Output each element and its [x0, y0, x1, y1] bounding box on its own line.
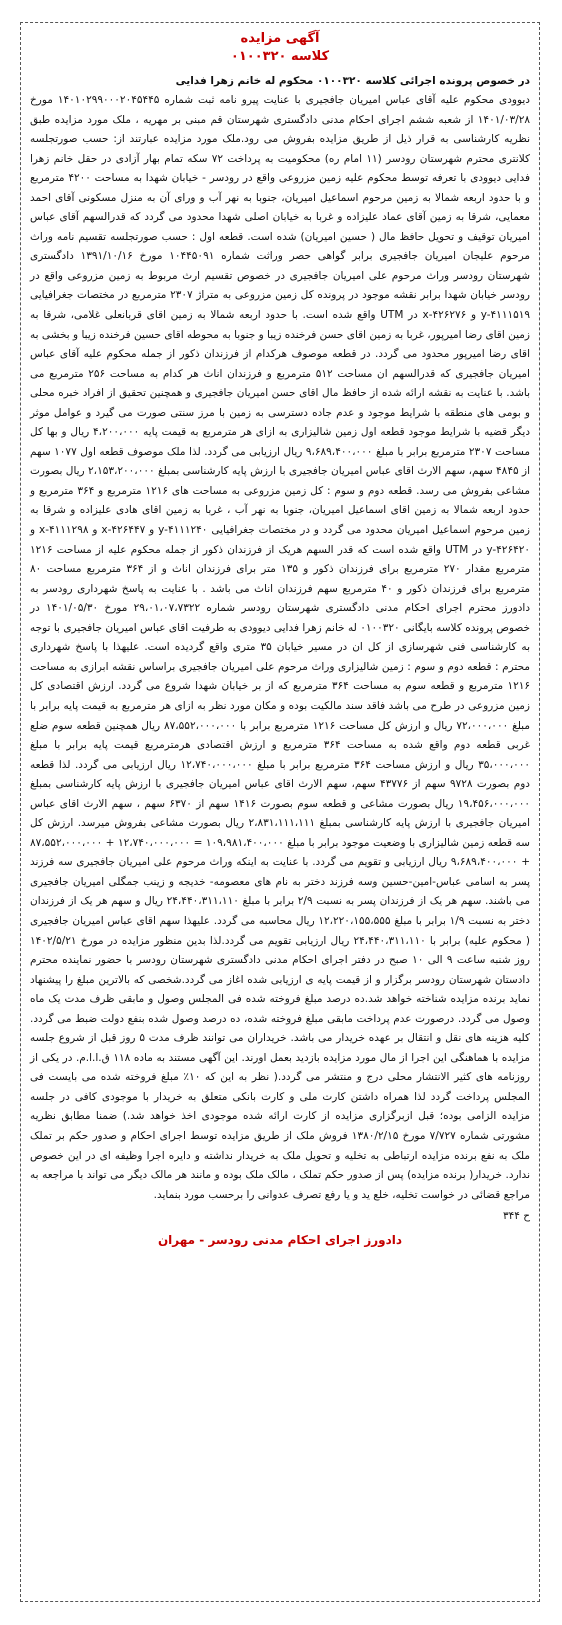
notice-body: دیوودی محکوم علیه آقای عباس امیریان جافجیری با عنایت پیرو نامه ثبت شماره ۱۴۰۱۰۲۹۹۰۰۰۲۰۴۵۴۴۵ مورخ ۱۴۰۱/۰۳/۲۸ از شعبه ششم اجرای احکام مدنی دادگستری شهرستان قم مبنی بر مهریه ، ملک مورد مزایده طبق نظریه کارشناسی به قرار ذیل از طریق مزایده بفروش می رود.ملک مورد مزایده عبارتند از: حسب صورتجلسه کلانتری محترم شهرستان رودسر (۱۱ امام ره) محکومیت به پرداخت ۷۲ سکه تمام بهار آزادی در حقل خانم زهرا فدایی دیوودی با تعرفه توسط محکوم علیه زمین مزروعی واقع در رودسر - خیابان شهدا به مساحت ۴۲۰۰ مترمربع و با حدود اربعه شمالا به زمین مرحوم اسماعیل امیریان، جنوبا به نهر آب و ورای آن به منزل مسکونی آقای احمد معمایی، شرقا به زمین آقای عماد علیزاده و غربا به خیابان اصلی شهدا محدود می گردد که قدرالسهم آقای عباس امیریان توقیف و تحویل حافظ مال ( حسین امیریان) شده است. قطعه اول : حسب صورتجلسه تقسیم نامه وراث مرحوم علیجان امیریان جافجیری برابر گواهی حصر وراثت شماره ۱۰۴۴۵۰۹۱ مورخ ۱۳۹۱/۱۰/۱۶ دادگستری شهرستان رودسر وراث مرحوم علی امیریان جافجیری در خصوص تقسیم ارث مربوط به زمین مزروعی واقع در رودسر خیابان شهدا برابر نقشه موجود در پرونده کل زمین مزروعی به متراژ ۲۳۰۷ مترمربع در مختصات جغرافیایی y-۴۱۱۱۵۱۹ و x-۴۲۶۲۷۶ در UTM واقع شده است. با حدود اربعه شمالا به زمین اقای قربانعلی غلامی، شرقا به زمین اقای رضا امیرپور، غربا به زمین اقای حسن فرخنده زیبا و جنوبا به محوطه اقای حسین فرخنده زیبا و بخشی به اقای رضا امیرپور محدود می گردد. در قطعه موصوف هرکدام از فرزندان ذکور از جمله محکوم علیه آقای عباس امیریان جافجیری که قدرالسهم ان مساحت ۵۱۲ مترمربع و فرزندان اناث هر کدام به مساحت ۲۵۶ مترمربع می باشد. با عنایت به نقشه ارائه شده از حافظ مال اقای حسن امیریان جافجیری و همچنین تحقیق از افراد خبره محلی و بومی های منطقه با شرایط موجود و عدم جاده دسترسی به زمین با مرز سنتی صورت می گیرد و عوامل موثر دیگر قضیه با شرایط موجود قطعه اول زمین شالیزاری به ازای هر مترمربع به قیمت پایه ۴،۲۰۰،۰۰۰ ریال و بها کل مساحت ۲۳۰۷ مترمربع برابر با مبلغ ۹،۶۸۹،۴۰۰،۰۰۰ ریال ارزیابی می گردد. لذا ملک موصوف قطعه اول ۱۰۷۷ سهم از ۴۸۴۵ سهم، سهم الارث اقای عباس امیریان جافجیری با ارزش پایه کارشناسی بمبلغ ۲،۱۵۳،۲۰۰،۰۰۰ ریال بصورت مشاعی بفروش می رسد. قطعه دوم و سوم : کل زمین مزروعی به مساحت های ۱۲۱۶ مترمربع و ۳۶۴ مترمربع و حدود اربعه شمالا به زمین اقای اسماعیل امیریان، جنوبا به نهر آب ، غربا به زمین اقای هادی علیزاده و شرقا به زمین مرحوم اسماعیل امیریان محدود می گردد و در مختصات جغرافیایی y-۴۱۱۱۲۴۰ و x-۴۲۶۴۴۷ و x-۴۱۱۱۲۹۸ و y-۴۲۶۴۲۰ در UTM واقع شده است که قدر السهم هریک از فرزندان ذکور از جمله محکوم علیه از مساحت ۱۲۱۶ مترمربع مقدار ۲۷۰ مترمربع برای فرزندان ذکور و ۱۳۵ متر برای فرزندان اناث و از ۳۶۴ مترمربع مساحت ۸۰ مترمربع برای فرزندان ذکور و ۴۰ مترمربع سهم فرزندان اناث می باشد . با عنایت به پاسخ شهرداری رودسر به دادورز محترم اجرای احکام مدنی دادگستری شهرستان رودسر شماره ۲۹،۰۱،۰۷،۷۳۲۲ مورخ ۱۴۰۱/۰۵/۳۰ در خصوص پرونده کلاسه بایگانی ۰۱۰۰۳۲۰ له خانم زهرا فدایی دیوودی به طرفیت اقای عباس امیریان جافجیری با توجه به کارشناسی فنی شهرسازی از کل ان در مسیر خیابان ۳۵ متری واقع گردیده است. علیهذا با پاسخ شهرداری محترم : قطعه دوم و سوم : زمین شالیزاری وراث مرحوم علی امیریان جافجیری براساس نقشه ابرازی به مساحت ۱۲۱۶ مترمربع و قطعه سوم به مساحت ۳۶۴ مترمربع که از بر خیابان شهدا شروع می گردد. ارزش اقتصادی کل زمین مزروعی در طرح می باشد فاقد سند مالکیت بوده و مکان مورد نظر به ازای هر مترمربع به قیمت پایه برابر با مبلغ ۷۲،۰۰۰،۰۰۰ ریال و ارزش کل مساحت ۱۲۱۶ مترمربع برابر با ۸۷،۵۵۲،۰۰۰،۰۰۰ ریال همچنین قطعه سوم ضلع غربی قطعه دوم واقع شده به مساحت ۳۶۴ مترمربع و ارزش اقتصادی هرمترمربع قیمت پایه برابر با مبلغ ۳۵،۰۰۰،۰۰۰ ریال و ارزش مساحت ۳۶۴ مترمربع برابر با مبلغ ۱۲،۷۴۰،۰۰۰،۰۰۰ ریال ارزیابی می گردد. لذا قطعه دوم بصورت ۹۷۲۸ سهم از ۴۳۷۷۶ سهم، سهم الارث اقای عباس امیریان جافجیری با ارزش پایه کارشناسی بمبلغ ۱۹،۴۵۶،۰۰۰،۰۰۰ ریال بصورت مشاعی و قطعه سوم بصورت ۱۴۱۶ سهم از ۶۳۷۰ سهم ، سهم الارث اقای عباس امیریان جافجیری با ارزش پایه کارشناسی بمبلغ ۲،۸۳۱،۱۱۱،۱۱۱ ریال بصورت مشاعی بفروش میرسد. ارزش کل سه قطعه زمین شالیزاری با وضعیت موجود برابر با مبلغ ۱۰۹،۹۸۱،۴۰۰،۰۰۰ = ۱۲،۷۴۰،۰۰۰،۰۰۰ + ۸۷،۵۵۲،۰۰۰،۰۰۰ + ۹،۶۸۹،۴۰۰،۰۰۰ ریال ارزیابی و تقویم می گردد. با عنایت به اینکه وراث مرحوم علی امیریان جافجیری سه فرزند پسر به اسامی عباس-امین-حسین وسه فرزند دختر به نام های معصومه- خدیجه و زینب جمگلی امیریان جافجیری می باشند. سهم هر یک از فرزندان پسر به نسبت ۲/۹ برابر با مبلغ ۲۴،۴۴۰،۳۱۱،۱۱۰ ریال و سهم هر یک از فرزندان دختر به نسبت ۱/۹ برابر با مبلغ ۱۲،۲۲۰،۱۵۵،۵۵۵ ریال محاسبه می گردد. علیهذا سهم اقای عباس امیریان جافجیری ( محکوم علیه) برابر با ۲۴،۴۴۰،۳۱۱،۱۱۰ ریال ارزیابی تقویم می گردد.لذا بدین منظور مزایده در مورخ ۱۴۰۲/۵/۲۱ روز شنبه ساعت ۹ الی ۱۰ صبح در دفتر اجرای احکام مدنی دادگستری شهرستان رودسر با حضور نماینده محترم دادستان شهرستان رودسر برگزار و از قیمت پایه ی ارزیابی شده اغاز می گردد.شخصی که بالاترین مبلغ را پیشنهاد نماید برنده مزایده شناخته خواهد شد.ده درصد مبلغ فروخته شده فی المجلس وصول و مابقی ظرف مدت یک ماه وصول می گردد. درصورت عدم پرداخت مابقی مبلغ فروخته شده، ده درصد وصول شده بنفع دولت ضبط می گردد. کلیه هزینه های نقل و انتقال بر عهده خریدار می باشد. خریداران می توانند ظرف مدت ۵ روز قبل از شروع جلسه مزایده با هماهنگی این اجرا از مال مورد مزایده بازدید بعمل اورند. این آگهی مستند به ماده ۱۱۸ ق.ا.ا.م. در یکی از روزنامه های کثیر الانتشار محلی درج و منتشر می گردد.( نظر به این که ۱۰٪ مبلغ فروخته شده می بایست فی المجلس پرداخت گردد لذا همراه داشتن کارت ملی و کارت بانکی متعلق به خریدار با موجودی کافی در جلسه مزایده الزامی بوده؛ قبل ازبرگزاری مزایده از کارت ارائه شده موجودی اخذ خواهد شد.) ضمنا مطابق نظریه مشورتی شماره ۷/۷۲۷ مورخ ۱۳۸۰/۲/۱۵ فروش ملک از طریق مزایده توسط اجرای احکام و صدور حکم بر تملک ملک به نفع برنده مزایده ارتباطی به تخلیه و تحویل ملک به خریدار نداشته و دایره اجرا وظیفه ای در این خصوص ندارد. خریدار( برنده مزایده) پس از صدور حکم تملک ، مالک ملک بوده و مانند هر مالک دیگر می تواند با مراجعه به مراجع قضائی در خواست تخلیه، خلع ید و یا رفع تصرف عدوانی را برحسب مورد بنماید. — [30, 94, 531, 1201]
notice-content — [30, 30, 530, 1250]
notice-reference: ح ۳۴۴ — [502, 1210, 530, 1223]
notice-lead: در خصوص پرونده اجرائی کلاسه ۰۱۰۰۳۲۰ محکوم له خانم زهرا فدایی — [175, 75, 530, 87]
notice-title: آگهی مزایده — [240, 31, 320, 46]
notice-signature: دادورز اجرای احکام مدنی رودسر - مهران — [157, 1233, 403, 1248]
notice-class-number: کلاسه ۰۱۰۰۳۲۰ — [230, 49, 330, 64]
